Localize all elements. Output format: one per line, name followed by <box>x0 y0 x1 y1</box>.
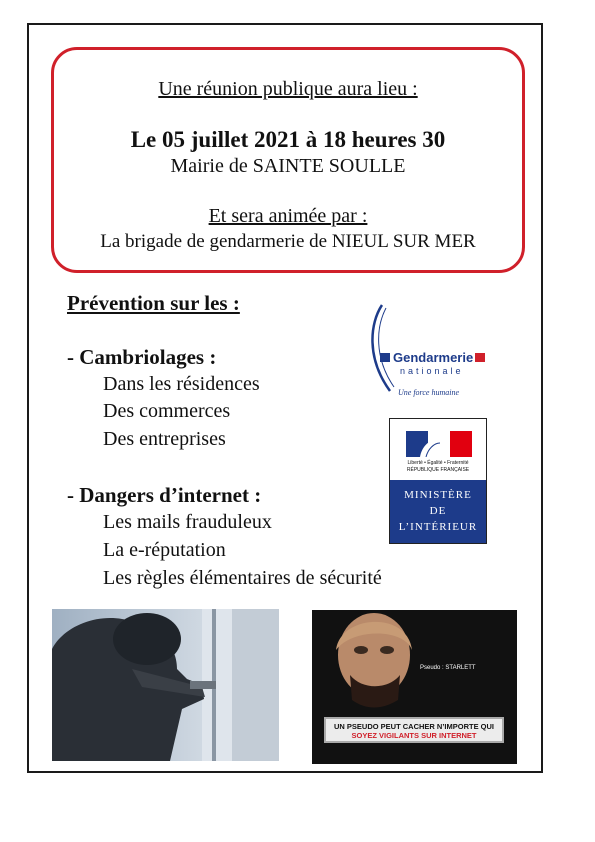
section-title-burglary: - Cambriolages : <box>67 345 217 369</box>
meeting-announcement: Une réunion publique aura lieu : <box>158 78 418 100</box>
gendarmerie-sub: nationale <box>400 366 464 376</box>
republic-name: RÉPUBLIQUE FRANÇAISE <box>406 467 470 473</box>
ministere-band <box>390 480 486 543</box>
meeting-place: Mairie de SAINTE SOULLE <box>170 155 406 177</box>
list-item: Les mails frauduleux <box>103 511 272 533</box>
list-item: La e-réputation <box>103 539 226 561</box>
ministere-logo <box>389 418 487 544</box>
meeting-date: Le 05 juillet 2021 à 18 heures 30 <box>130 127 446 152</box>
pseudo-label: Pseudo : STARLETT <box>420 665 476 671</box>
list-item: Les règles élémentaires de sécurité <box>103 567 382 589</box>
marianne-flag-icon <box>406 431 472 457</box>
list-item: Dans les résidences <box>103 373 260 395</box>
banner-line1: UN PSEUDO PEUT CACHER N’IMPORTE QUI <box>333 722 494 731</box>
ministere-line1: MINISTÈRE <box>404 489 472 501</box>
gendarmerie-name: Gendarmerie <box>393 350 474 365</box>
banner-line2: SOYEZ VIGILANTS SUR INTERNET <box>351 731 477 740</box>
section-title-internet: - Dangers d’internet : <box>67 483 262 507</box>
ministere-line3: L’INTÉRIEUR <box>398 521 478 533</box>
animated-by-label: Et sera animée par : <box>208 205 368 227</box>
gendarmerie-logo <box>368 303 490 403</box>
ministere-line2: DE <box>429 505 447 517</box>
brigade-name: La brigade de gendarmerie de NIEUL SUR MER <box>100 231 476 252</box>
internet-poster <box>312 610 517 764</box>
republic-motto: Liberté • Égalité • Fraternité <box>407 460 469 466</box>
prevention-heading: Prévention sur les : <box>67 291 240 315</box>
list-item: Des entreprises <box>103 428 226 450</box>
list-item: Des commerces <box>103 400 231 422</box>
burglar-image <box>52 609 279 761</box>
announcement-box <box>51 47 525 273</box>
burglar-photo <box>52 609 279 761</box>
warning-banner <box>324 717 504 743</box>
gendarmerie-motto: Une force humaine <box>398 388 460 397</box>
